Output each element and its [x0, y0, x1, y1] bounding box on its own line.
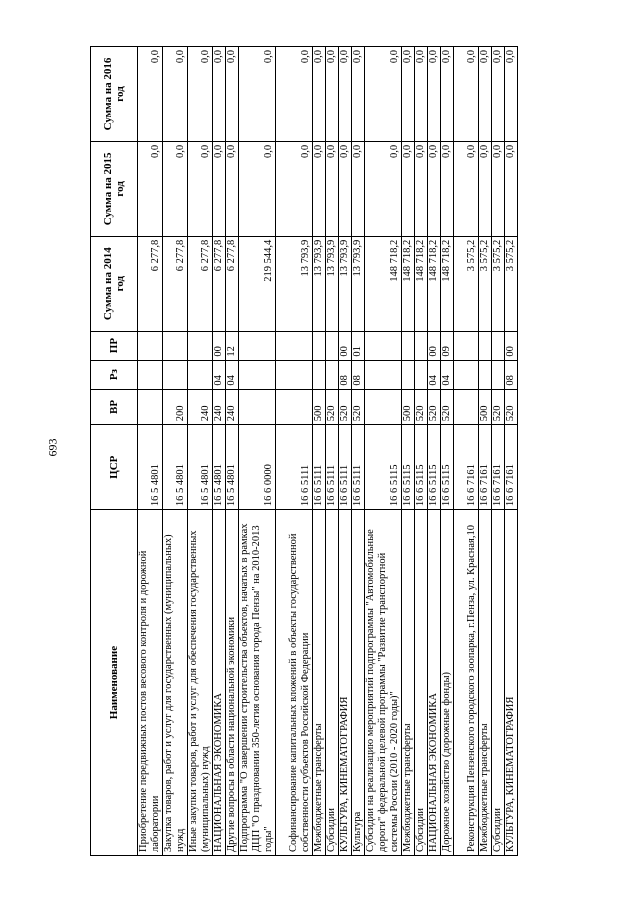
cell-csr: 16 6 5115	[365, 425, 402, 510]
cell-pr	[276, 331, 313, 360]
cell-sum-2014: 13 793,9	[339, 236, 352, 331]
table-row	[313, 47, 326, 856]
cell-sum-2014: 148 718,2	[402, 236, 415, 331]
cell-pr: 09	[441, 331, 454, 360]
cell-sum-2016: 0,0	[492, 47, 505, 142]
cell-vr: 520	[415, 389, 428, 425]
cell-sum-2014: 148 718,2	[365, 236, 402, 331]
cell-pr: 00	[505, 331, 518, 360]
cell-sum-2015: 0,0	[441, 141, 454, 236]
cell-name: Иные закупки товаров, работ и услуг для обеспечения государственных (муниципальных) нужд	[188, 510, 213, 856]
cell-name: Реконструкция Пензенского городского зоопарка, г.Пенза, ул. Красная,10	[454, 510, 479, 856]
cell-sum-2014: 148 718,2	[428, 236, 441, 331]
cell-pr	[138, 331, 163, 360]
cell-rz	[492, 360, 505, 389]
cell-sum-2016: 0,0	[313, 47, 326, 142]
cell-vr	[138, 389, 163, 425]
cell-rz	[402, 360, 415, 389]
cell-rz	[276, 360, 313, 389]
cell-name: Межбюджетные трансферты	[479, 510, 492, 856]
cell-vr: 240	[213, 389, 226, 425]
cell-sum-2016: 0,0	[352, 47, 365, 142]
cell-name: Субсидии	[326, 510, 339, 856]
cell-csr: 16 6 7161	[479, 425, 492, 510]
cell-vr: 500	[479, 389, 492, 425]
cell-sum-2016: 0,0	[415, 47, 428, 142]
table-row	[138, 47, 163, 856]
rotated-page-content	[90, 46, 575, 856]
table-row	[492, 47, 505, 856]
table-row	[505, 47, 518, 856]
cell-csr: 16 6 5115	[441, 425, 454, 510]
cell-rz: 04	[226, 360, 239, 389]
cell-csr: 16 6 7161	[492, 425, 505, 510]
cell-vr: 520	[492, 389, 505, 425]
table-row	[428, 47, 441, 856]
cell-sum-2014: 3 575,2	[454, 236, 479, 331]
cell-rz	[239, 360, 276, 389]
cell-name: Другие вопросы в области национальной экономики	[226, 510, 239, 856]
cell-vr: 500	[402, 389, 415, 425]
cell-vr: 520	[326, 389, 339, 425]
cell-sum-2015: 0,0	[415, 141, 428, 236]
cell-rz: 08	[352, 360, 365, 389]
cell-pr	[313, 331, 326, 360]
cell-sum-2016: 0,0	[188, 47, 213, 142]
cell-sum-2015: 0,0	[226, 141, 239, 236]
cell-sum-2014: 148 718,2	[415, 236, 428, 331]
cell-csr: 16 6 5115	[415, 425, 428, 510]
page-number: 693	[45, 438, 60, 457]
cell-name: Субсидии	[415, 510, 428, 856]
table-row	[188, 47, 213, 856]
table-row	[276, 47, 313, 856]
cell-pr	[492, 331, 505, 360]
cell-pr	[239, 331, 276, 360]
cell-sum-2016: 0,0	[226, 47, 239, 142]
cell-sum-2015: 0,0	[276, 141, 313, 236]
cell-sum-2015: 0,0	[479, 141, 492, 236]
cell-pr	[402, 331, 415, 360]
cell-sum-2016: 0,0	[365, 47, 402, 142]
cell-pr: 12	[226, 331, 239, 360]
cell-sum-2015: 0,0	[326, 141, 339, 236]
cell-rz	[163, 360, 188, 389]
cell-sum-2014: 6 277,8	[188, 236, 213, 331]
cell-vr: 520	[428, 389, 441, 425]
table-row	[352, 47, 365, 856]
cell-pr	[326, 331, 339, 360]
cell-csr: 16 5 4801	[213, 425, 226, 510]
cell-vr: 500	[313, 389, 326, 425]
cell-sum-2014: 6 277,8	[163, 236, 188, 331]
cell-rz	[415, 360, 428, 389]
cell-pr: 00	[339, 331, 352, 360]
cell-sum-2016: 0,0	[441, 47, 454, 142]
cell-pr	[454, 331, 479, 360]
cell-csr: 16 6 5111	[339, 425, 352, 510]
cell-csr: 16 6 5111	[352, 425, 365, 510]
cell-name: Межбюджетные трансферты	[402, 510, 415, 856]
cell-rz: 08	[339, 360, 352, 389]
cell-sum-2014: 13 793,9	[326, 236, 339, 331]
cell-sum-2014: 3 575,2	[479, 236, 492, 331]
cell-pr	[479, 331, 492, 360]
cell-sum-2015: 0,0	[188, 141, 213, 236]
cell-csr: 16 5 4801	[188, 425, 213, 510]
table-row	[239, 47, 276, 856]
table-body	[138, 47, 518, 856]
cell-name: Субсидии	[492, 510, 505, 856]
cell-sum-2016: 0,0	[339, 47, 352, 142]
column-header-sum-2015: Сумма на 2015 год	[91, 141, 138, 236]
cell-rz	[188, 360, 213, 389]
cell-sum-2014: 6 277,8	[138, 236, 163, 331]
cell-vr	[365, 389, 402, 425]
table-row	[441, 47, 454, 856]
cell-csr: 16 6 7161	[454, 425, 479, 510]
table-row	[163, 47, 188, 856]
cell-csr: 16 6 5111	[326, 425, 339, 510]
cell-pr: 01	[352, 331, 365, 360]
cell-sum-2015: 0,0	[313, 141, 326, 236]
table-row	[479, 47, 492, 856]
cell-rz	[313, 360, 326, 389]
cell-name: Дорожное хозяйство (дорожные фонды)	[441, 510, 454, 856]
cell-name: НАЦИОНАЛЬНАЯ ЭКОНОМИКА	[213, 510, 226, 856]
cell-vr: 520	[505, 389, 518, 425]
budget-table	[90, 46, 518, 856]
cell-sum-2015: 0,0	[402, 141, 415, 236]
cell-rz	[479, 360, 492, 389]
cell-pr	[163, 331, 188, 360]
cell-name: КУЛЬТУРА, КИНЕМАТОГРАФИЯ	[339, 510, 352, 856]
cell-vr	[239, 389, 276, 425]
table-row	[402, 47, 415, 856]
cell-sum-2016: 0,0	[402, 47, 415, 142]
cell-sum-2014: 6 277,8	[226, 236, 239, 331]
cell-vr: 520	[441, 389, 454, 425]
cell-name: Софинансирование капитальных вложений в объекты государственной собственности субъектов Российской Федерации	[276, 510, 313, 856]
cell-pr: 00	[213, 331, 226, 360]
cell-rz	[326, 360, 339, 389]
cell-vr	[276, 389, 313, 425]
cell-sum-2015: 0,0	[213, 141, 226, 236]
cell-rz: 04	[428, 360, 441, 389]
cell-sum-2015: 0,0	[352, 141, 365, 236]
column-header-pr: ПР	[91, 331, 138, 360]
cell-rz	[365, 360, 402, 389]
cell-vr	[454, 389, 479, 425]
cell-sum-2014: 13 793,9	[352, 236, 365, 331]
cell-csr: 16 5 4801	[163, 425, 188, 510]
cell-csr: 16 5 4801	[226, 425, 239, 510]
cell-name: Приобретение передвижных постов весового контроля и дорожной лаборатории	[138, 510, 163, 856]
column-header-csr: ЦСР	[91, 425, 138, 510]
table-row	[213, 47, 226, 856]
cell-sum-2016: 0,0	[239, 47, 276, 142]
cell-pr: 00	[428, 331, 441, 360]
cell-rz	[454, 360, 479, 389]
column-header-sum-2016: Сумма на 2016 год	[91, 47, 138, 142]
cell-sum-2016: 0,0	[163, 47, 188, 142]
cell-name: Культура	[352, 510, 365, 856]
cell-sum-2015: 0,0	[428, 141, 441, 236]
cell-sum-2015: 0,0	[492, 141, 505, 236]
cell-rz	[138, 360, 163, 389]
cell-csr: 16 6 5115	[402, 425, 415, 510]
cell-vr: 240	[226, 389, 239, 425]
cell-rz: 08	[505, 360, 518, 389]
cell-sum-2016: 0,0	[326, 47, 339, 142]
cell-rz: 04	[441, 360, 454, 389]
cell-rz: 04	[213, 360, 226, 389]
table-row	[415, 47, 428, 856]
cell-sum-2016: 0,0	[276, 47, 313, 142]
cell-pr	[188, 331, 213, 360]
cell-sum-2014: 3 575,2	[492, 236, 505, 331]
cell-sum-2015: 0,0	[454, 141, 479, 236]
cell-sum-2014: 6 277,8	[213, 236, 226, 331]
cell-sum-2015: 0,0	[339, 141, 352, 236]
cell-vr: 200	[163, 389, 188, 425]
cell-sum-2015: 0,0	[505, 141, 518, 236]
cell-vr: 520	[339, 389, 352, 425]
cell-csr: 16 5 4801	[138, 425, 163, 510]
column-header-sum-2014: Сумма на 2014 год	[91, 236, 138, 331]
table-row	[226, 47, 239, 856]
cell-sum-2016: 0,0	[479, 47, 492, 142]
cell-vr: 520	[352, 389, 365, 425]
cell-pr	[365, 331, 402, 360]
table-row	[454, 47, 479, 856]
cell-sum-2016: 0,0	[454, 47, 479, 142]
cell-sum-2014: 3 575,2	[505, 236, 518, 331]
cell-sum-2016: 0,0	[138, 47, 163, 142]
cell-csr: 16 6 5111	[276, 425, 313, 510]
cell-csr: 16 6 7161	[505, 425, 518, 510]
cell-sum-2015: 0,0	[138, 141, 163, 236]
table-row	[339, 47, 352, 856]
cell-sum-2014: 148 718,2	[441, 236, 454, 331]
column-header-rz: Рз	[91, 360, 138, 389]
cell-name: Закупка товаров, работ и услуг для государственных (муниципальных) нужд	[163, 510, 188, 856]
column-header-name: Наименование	[91, 510, 138, 856]
column-header-vr: ВР	[91, 389, 138, 425]
cell-name: Межбюджетные трансферты	[313, 510, 326, 856]
cell-sum-2014: 219 544,4	[239, 236, 276, 331]
cell-pr	[415, 331, 428, 360]
cell-csr: 16 6 5111	[313, 425, 326, 510]
cell-sum-2016: 0,0	[428, 47, 441, 142]
cell-name: Подпрограмма "О завершении строительства объектов, начатых в рамках ДЦП "О праздновании 350-летия основания города Пензы" на 2010-2013 годы"	[239, 510, 276, 856]
cell-csr: 16 6 5115	[428, 425, 441, 510]
cell-sum-2014: 13 793,9	[276, 236, 313, 331]
cell-name: НАЦИОНАЛЬНАЯ ЭКОНОМИКА	[428, 510, 441, 856]
table-row	[326, 47, 339, 856]
cell-vr: 240	[188, 389, 213, 425]
cell-sum-2016: 0,0	[213, 47, 226, 142]
table-row	[365, 47, 402, 856]
cell-sum-2016: 0,0	[505, 47, 518, 142]
cell-csr: 16 6 0000	[239, 425, 276, 510]
cell-sum-2015: 0,0	[365, 141, 402, 236]
cell-sum-2014: 13 793,9	[313, 236, 326, 331]
cell-name: Субсидии на реализацию мероприятий подпрограммы "Автомобильные дороги" федеральной целевой программы "Развитие транспортной системы России (2010 - 2020 годы)"	[365, 510, 402, 856]
cell-name: КУЛЬТУРА, КИНЕМАТОГРАФИЯ	[505, 510, 518, 856]
cell-sum-2015: 0,0	[239, 141, 276, 236]
cell-sum-2015: 0,0	[163, 141, 188, 236]
table-header-row	[91, 47, 138, 856]
